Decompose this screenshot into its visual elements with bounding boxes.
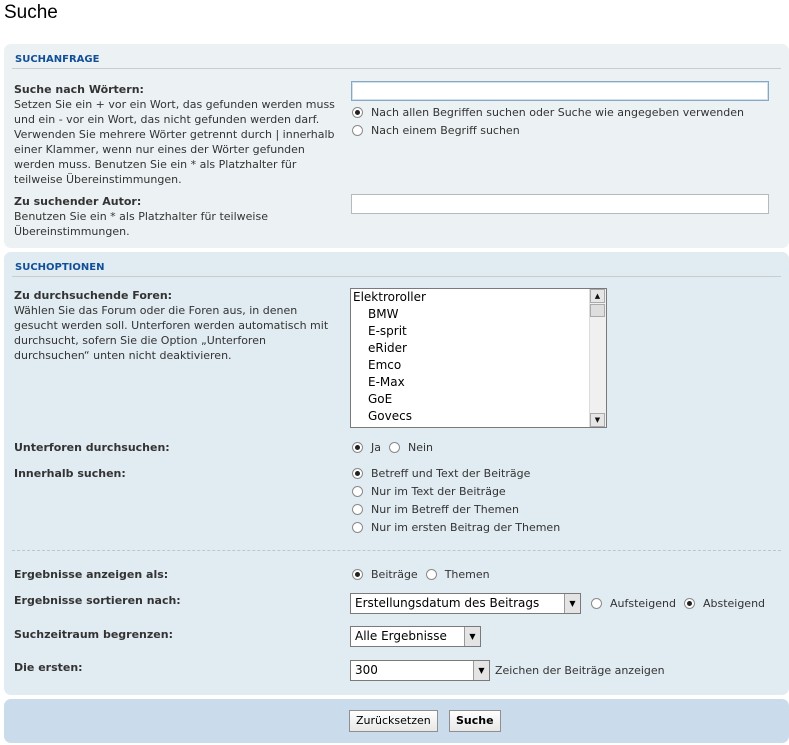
timeframe-select-value: Alle Ergebnisse <box>355 629 447 643</box>
within-option-label: Nur im Text der Beiträge <box>371 485 506 498</box>
panel-heading: SUCHANFRAGE <box>15 54 100 65</box>
forum-option[interactable]: E-sprit <box>368 324 407 338</box>
forum-option[interactable]: E-Max <box>368 375 405 389</box>
radio-unselected[interactable] <box>352 486 363 497</box>
chars-suffix: Zeichen der Beiträge anzeigen <box>495 664 665 677</box>
display-posts-label: Beiträge <box>371 568 418 581</box>
subforums-no-label: Nein <box>408 441 434 454</box>
divider <box>12 68 781 69</box>
forum-option[interactable]: Emco <box>368 358 402 372</box>
within-label-block <box>14 466 344 481</box>
scroll-down-icon[interactable]: ▼ <box>590 413 605 427</box>
keywords-input[interactable] <box>351 81 769 101</box>
timeframe-select[interactable] <box>350 626 481 647</box>
keywords-any-label: Nach einem Begriff suchen <box>371 124 520 137</box>
author-input[interactable] <box>351 194 769 214</box>
search-options-panel <box>4 252 789 695</box>
page-title: Suche <box>4 2 58 23</box>
radio-unselected[interactable] <box>352 504 363 515</box>
chars-label: Die ersten: <box>14 661 83 674</box>
forum-option[interactable]: Govecs <box>368 409 412 423</box>
within-label: Innerhalb suchen: <box>14 467 126 480</box>
sort-select[interactable] <box>350 593 581 614</box>
subforums-yes-label: Ja <box>371 441 381 454</box>
display-option[interactable] <box>352 568 490 581</box>
chevron-down-icon[interactable]: ▼ <box>473 661 489 680</box>
scroll-up-icon[interactable]: ▲ <box>590 289 605 303</box>
within-option[interactable] <box>352 521 560 534</box>
chevron-down-icon[interactable]: ▼ <box>564 594 580 613</box>
forum-option[interactable]: eRider <box>368 341 407 355</box>
chars-select[interactable] <box>350 660 490 681</box>
chars-select-value: 300 <box>355 663 378 677</box>
submit-panel <box>4 699 789 743</box>
radio-selected[interactable] <box>352 569 363 580</box>
subforums-label: Unterforen durchsuchen: <box>14 441 170 454</box>
dashed-divider <box>12 550 781 551</box>
keywords-all-label: Nach allen Begriffen suchen oder Suche wie angegeben verwenden <box>371 106 744 119</box>
divider <box>12 276 781 277</box>
sort-direction-option[interactable] <box>591 597 765 610</box>
keywords-all-option[interactable] <box>352 106 744 119</box>
forums-label-block <box>14 288 344 363</box>
forum-option[interactable]: Elektroroller <box>353 290 426 304</box>
within-option[interactable] <box>352 503 519 516</box>
search-query-panel <box>4 44 789 248</box>
radio-unselected[interactable] <box>389 442 400 453</box>
subforums-yes-option[interactable] <box>352 441 433 454</box>
forum-option[interactable]: BMW <box>368 307 399 321</box>
panel-heading: SUCHOPTIONEN <box>15 262 105 273</box>
forums-label: Zu durchsuchende Foren: <box>14 289 173 302</box>
timeframe-label: Suchzeitraum begrenzen: <box>14 628 173 641</box>
keywords-any-option[interactable] <box>352 124 520 137</box>
display-label-block <box>14 567 344 582</box>
within-option-label: Betreff und Text der Beiträge <box>371 467 531 480</box>
chevron-down-icon[interactable]: ▼ <box>464 627 480 646</box>
chars-label-block <box>14 660 344 675</box>
display-topics-label: Themen <box>444 568 490 581</box>
radio-unselected[interactable] <box>352 522 363 533</box>
sort-select-value: Erstellungsdatum des Beitrags <box>355 596 540 610</box>
within-option[interactable] <box>352 467 530 480</box>
keywords-explain: Setzen Sie ein + vor ein Wort, das gefunden werden muss und ein - vor ein Wort, das nicht gefunden werden darf. Verwenden Sie mehrere Wörter getrennt durch | innerhalb einer Klammer, wenn nur eines der Wörter gefunden werden muss. Benutzen Sie ein * als Platzhalter für teilweise Übereinstimmungen. <box>14 98 335 186</box>
keywords-label-block <box>14 82 344 187</box>
radio-selected[interactable] <box>352 107 363 118</box>
radio-selected[interactable] <box>684 598 695 609</box>
within-option[interactable] <box>352 485 506 498</box>
radio-unselected[interactable] <box>352 125 363 136</box>
author-explain: Benutzen Sie ein * als Platzhalter für teilweise Übereinstimmungen. <box>14 210 268 238</box>
radio-unselected[interactable] <box>591 598 602 609</box>
author-label: Zu suchender Autor: <box>14 195 142 208</box>
keywords-label: Suche nach Wörtern: <box>14 83 144 96</box>
sort-label-block <box>14 593 344 608</box>
sort-label: Ergebnisse sortieren nach: <box>14 594 181 607</box>
display-label: Ergebnisse anzeigen als: <box>14 568 169 581</box>
search-button[interactable]: Suche <box>449 710 501 732</box>
radio-unselected[interactable] <box>426 569 437 580</box>
sort-asc-label: Aufsteigend <box>610 597 676 610</box>
reset-button[interactable]: Zurücksetzen <box>349 710 438 732</box>
forum-option[interactable]: GoE <box>368 392 393 406</box>
within-option-label: Nur im ersten Beitrag der Themen <box>371 521 561 534</box>
forums-listbox[interactable] <box>350 288 607 428</box>
radio-selected[interactable] <box>352 468 363 479</box>
timeframe-label-block <box>14 627 344 642</box>
listbox-scrollbar[interactable] <box>589 289 606 427</box>
scroll-thumb[interactable] <box>590 304 605 317</box>
forums-explain: Wählen Sie das Forum oder die Foren aus, in denen gesucht werden soll. Unterforen werden automatisch mit durchsucht, sofern Sie die Option „Unterforen durchsuchen“ unten nicht deaktivieren. <box>14 304 329 362</box>
subforums-label-block <box>14 440 344 455</box>
author-label-block <box>14 194 344 239</box>
within-option-label: Nur im Betreff der Themen <box>371 503 519 516</box>
radio-selected[interactable] <box>352 442 363 453</box>
sort-desc-label: Absteigend <box>702 597 766 610</box>
